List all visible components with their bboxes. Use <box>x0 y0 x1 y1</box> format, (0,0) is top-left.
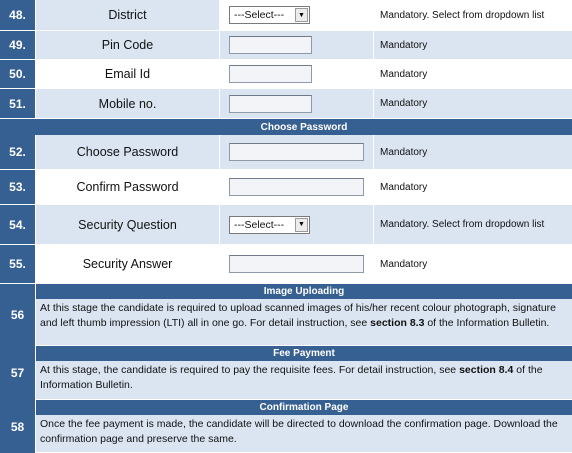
confirm-password-input[interactable] <box>229 178 364 196</box>
instruction-text: At this stage, the candidate is required to pay the requisite fees. For detail instruction, see <box>40 364 460 376</box>
field-note: Mandatory. Select from dropdown list <box>374 0 572 30</box>
row-number: 55. <box>0 245 36 283</box>
row-number: 48. <box>0 0 36 30</box>
control-cell <box>220 31 374 59</box>
section-reference: section 8.4 <box>459 364 514 376</box>
section-reference: section 8.3 <box>370 317 425 329</box>
field-note: Mandatory <box>374 89 572 118</box>
control-cell <box>220 170 374 204</box>
row-number: 52. <box>0 135 36 169</box>
control-cell <box>220 205 374 244</box>
control-cell <box>220 0 374 30</box>
control-cell <box>220 245 374 283</box>
row-number: 50. <box>0 60 36 88</box>
row-district <box>0 0 572 31</box>
instruction-text-end: of the Information Bulletin. <box>40 364 543 391</box>
chevron-down-icon[interactable]: ▼ <box>295 218 308 232</box>
chevron-down-icon[interactable]: ▼ <box>295 8 308 22</box>
row-number: 56 <box>0 284 36 346</box>
row-number: 53. <box>0 170 36 204</box>
row-number: 58 <box>0 400 36 453</box>
row-choose-password <box>0 135 572 170</box>
field-label: District <box>36 0 220 30</box>
section-header-image-uploading: Image Uploading <box>36 284 572 299</box>
field-note: Mandatory <box>374 135 572 169</box>
row-number: 54. <box>0 205 36 244</box>
mobile-input[interactable] <box>229 95 312 113</box>
field-note: Mandatory <box>374 245 572 283</box>
row-number: 57 <box>0 346 36 400</box>
section-header-choose-password: Choose Password <box>36 119 572 135</box>
section-header-confirmation-page: Confirmation Page <box>36 400 572 415</box>
field-note: Mandatory <box>374 31 572 59</box>
row-confirm-password <box>0 170 572 205</box>
row-email <box>0 60 572 89</box>
email-input[interactable] <box>229 65 312 83</box>
row-pin-code <box>0 31 572 60</box>
instruction-text-end: of the Information Bulletin. <box>424 317 550 329</box>
field-note: Mandatory. Select from dropdown list <box>374 205 572 244</box>
row-number: 49. <box>0 31 36 59</box>
field-label: Security Answer <box>36 245 220 283</box>
pin-code-input[interactable] <box>229 36 312 54</box>
fee-payment-instructions <box>36 361 572 400</box>
field-label: Email Id <box>36 60 220 88</box>
row-mobile <box>0 89 572 119</box>
row-number: 51. <box>0 89 36 118</box>
security-answer-input[interactable] <box>229 255 364 273</box>
security-question-select[interactable] <box>229 216 310 234</box>
section-header-fee-payment: Fee Payment <box>36 346 572 361</box>
confirmation-page-instructions: Once the fee payment is made, the candidate will be directed to download the confirmation page. Download the confirmation page and preserve the same. <box>36 415 572 453</box>
select-value: ---Select--- <box>234 218 285 231</box>
control-cell <box>220 89 374 118</box>
field-note: Mandatory <box>374 170 572 204</box>
header-number-cell <box>0 119 36 135</box>
control-cell <box>220 135 374 169</box>
district-select[interactable] <box>229 6 310 24</box>
field-label: Confirm Password <box>36 170 220 204</box>
image-uploading-instructions <box>36 299 572 346</box>
field-label: Security Question <box>36 205 220 244</box>
select-value: ---Select--- <box>234 9 285 21</box>
field-note: Mandatory <box>374 60 572 88</box>
row-security-question <box>0 205 572 245</box>
instruction-text: At this stage the candidate is required to upload scanned images of his/her recent colour photograph, signature and left thumb impression (LTI) all in one go. For detail instruction, see <box>40 302 556 329</box>
choose-password-input[interactable] <box>229 143 364 161</box>
field-label: Choose Password <box>36 135 220 169</box>
row-security-answer <box>0 245 572 284</box>
control-cell <box>220 60 374 88</box>
field-label: Pin Code <box>36 31 220 59</box>
field-label: Mobile no. <box>36 89 220 118</box>
